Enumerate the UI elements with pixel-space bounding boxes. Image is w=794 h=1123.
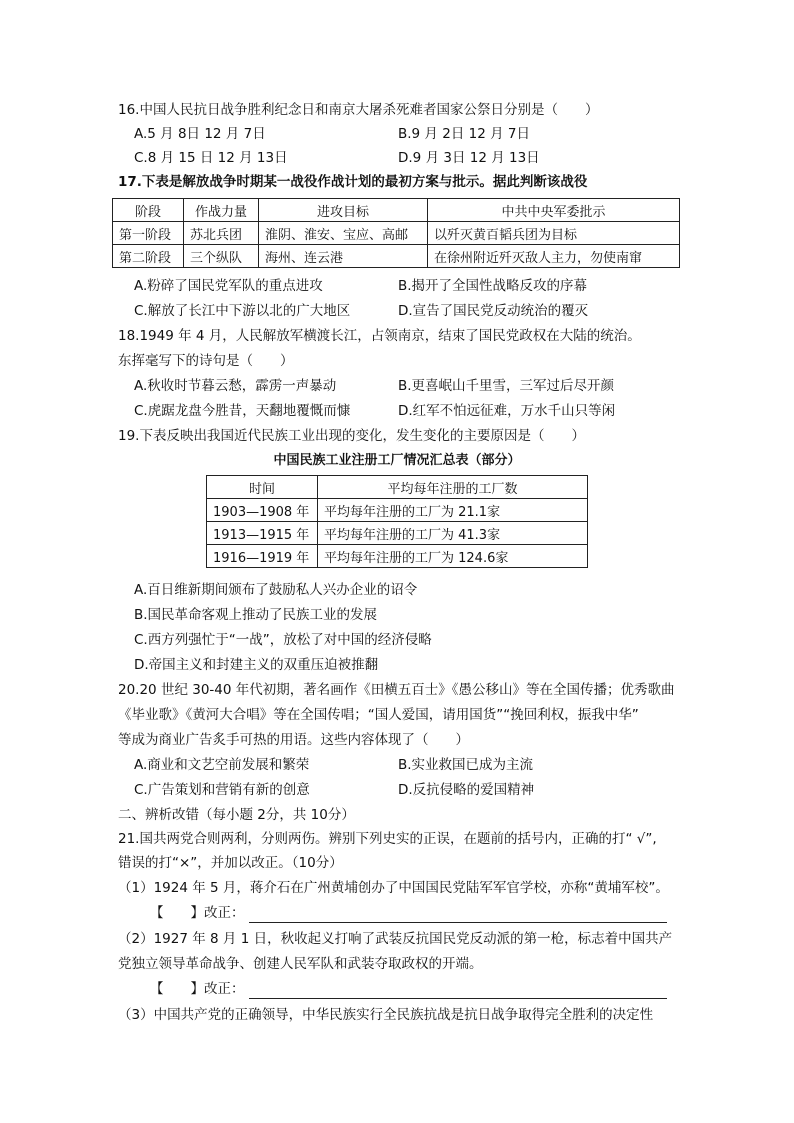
table-header-cell: 阶段 bbox=[113, 199, 184, 222]
q20-option-d: D.反抗侵略的爱国精神 bbox=[398, 782, 535, 798]
q19-option-b: B.国民革命客观上推动了民族工业的发展 bbox=[134, 607, 378, 623]
table-cell: 第二阶段 bbox=[113, 245, 184, 268]
q20-stem-line2: 《毕业歌》《黄河大合唱》等在全国传唱；“国人爱国，请用国货”“挽回利权，振我中华” bbox=[118, 707, 639, 723]
q19-option-c: C.西方列强忙于“一战”，放松了对中国的经济侵略 bbox=[134, 632, 432, 648]
answer-blank[interactable] bbox=[249, 908, 667, 923]
q21-item3: （3）中国共产党的正确领导，中华民族实行全民族抗战是抗日战争取得完全胜利的决定性 bbox=[118, 1007, 654, 1023]
table-cell: 苏北兵团 bbox=[184, 222, 259, 245]
q18-option-a: A.秋收时节暮云愁，霹雳一声暴动 bbox=[134, 378, 337, 394]
table-cell: 以歼灭黄百韬兵团为目标 bbox=[428, 222, 680, 245]
q19-table bbox=[206, 475, 588, 568]
table-cell: 1913—1915 年 bbox=[207, 522, 318, 545]
q21-stem-line1: 21.国共两党合则两利，分则两伤。辨别下列史实的正误，在题前的括号内，正确的打“ √”, bbox=[118, 831, 657, 847]
q21-fix-row-2 bbox=[150, 979, 667, 999]
q21-item2-line1: （2）1927 年 8 月 1 日，秋收起义打响了武装反抗国民党反动派的第一枪，标志着中国共产 bbox=[118, 931, 673, 947]
table-cell: 1916—1919 年 bbox=[207, 545, 318, 568]
table-row bbox=[113, 245, 680, 268]
table-header-cell: 进攻目标 bbox=[259, 199, 428, 222]
table-cell: 三个纵队 bbox=[184, 245, 259, 268]
q17-option-d: D.宣告了国民党反动统治的覆灭 bbox=[398, 303, 589, 319]
table-cell: 平均每年注册的工厂为 41.3家 bbox=[318, 522, 588, 545]
q16-option-d: D.9 月 3日 12 月 13日 bbox=[398, 150, 540, 166]
q20-stem-line1: 20.20 世纪 30-40 年代初期，著名画作《田横五百士》《愚公移山》等在全国传播；优秀歌曲 bbox=[118, 682, 675, 698]
q21-item1: （1）1924 年 5 月，蒋介石在广州黄埔创办了中国国民党陆军军官学校，亦称“黄埔军校”。 bbox=[118, 880, 669, 896]
table-cell: 淮阴、淮安、宝应、高邮 bbox=[259, 222, 428, 245]
q20-option-a: A.商业和文艺空前发展和繁荣 bbox=[134, 757, 310, 773]
table-header-row bbox=[113, 199, 680, 222]
table-cell: 海州、连云港 bbox=[259, 245, 428, 268]
table-header-cell: 时间 bbox=[207, 476, 318, 499]
table-cell: 第一阶段 bbox=[113, 222, 184, 245]
table-cell: 平均每年注册的工厂为 124.6家 bbox=[318, 545, 588, 568]
q19-option-d: D.帝国主义和封建主义的双重压迫被推翻 bbox=[134, 657, 379, 673]
q18-option-d: D.红军不怕远征难，万水千山只等闲 bbox=[398, 403, 616, 419]
q21-item2-line2: 党独立领导革命战争、创建人民军队和武装夺取政权的开端。 bbox=[118, 956, 483, 972]
q18-stem-line2: 东挥毫写下的诗句是（ ） bbox=[118, 353, 294, 369]
q17-option-c: C.解放了长江中下游以北的广大地区 bbox=[134, 303, 351, 319]
table-row bbox=[207, 545, 588, 568]
fix-label: 【 】改正： bbox=[150, 981, 245, 997]
table-cell: 平均每年注册的工厂为 21.1家 bbox=[318, 499, 588, 522]
table-header-row bbox=[207, 476, 588, 499]
q20-stem-line3: 等成为商业广告炙手可热的用语。这些内容体现了（ ） bbox=[118, 732, 469, 748]
table-row bbox=[113, 222, 680, 245]
fix-label: 【 】改正： bbox=[150, 905, 245, 921]
table-row bbox=[207, 522, 588, 545]
q19-table-caption: 中国民族工业注册工厂情况汇总表（部分） bbox=[273, 453, 521, 468]
section-heading: 二、辨析改错（每小题 2分，共 10分） bbox=[118, 807, 355, 823]
table-header-cell: 中共中央军委批示 bbox=[428, 199, 680, 222]
table-header-cell: 平均每年注册的工厂数 bbox=[318, 476, 588, 499]
q18-option-c: C.虎踞龙盘今胜昔，天翻地覆慨而慷 bbox=[134, 403, 351, 419]
table-row bbox=[207, 499, 588, 522]
q17-stem: 17.下表是解放战争时期某一战役作战计划的最初方案与批示。据此判断该战役 bbox=[118, 174, 588, 190]
q16-option-a: A.5 月 8日 12 月 7日 bbox=[134, 126, 266, 142]
q19-stem: 19.下表反映出我国近代民族工业出现的变化，发生变化的主要原因是（ ） bbox=[118, 428, 585, 444]
q18-option-b: B.更喜岷山千里雪，三军过后尽开颜 bbox=[398, 378, 615, 394]
table-header-cell: 作战力量 bbox=[184, 199, 259, 222]
q20-option-c: C.广告策划和营销有新的创意 bbox=[134, 782, 310, 798]
q21-stem-line2: 错误的打“×”，并加以改正。（10分） bbox=[118, 855, 343, 871]
q17-option-b: B.揭开了全国性战略反攻的序幕 bbox=[398, 278, 588, 294]
q18-stem-line1: 18.1949 年 4 月，人民解放军横渡长江，占领南京，结束了国民党政权在大陆的统治。 bbox=[118, 328, 641, 344]
answer-blank[interactable] bbox=[249, 984, 667, 999]
q17-option-a: A.粉碎了国民党军队的重点进攻 bbox=[134, 278, 323, 294]
q20-option-b: B.实业救国已成为主流 bbox=[398, 757, 534, 773]
q16-stem: 16.中国人民抗日战争胜利纪念日和南京大屠杀死难者国家公祭日分别是（ ） bbox=[118, 102, 599, 118]
table-cell: 1903—1908 年 bbox=[207, 499, 318, 522]
q16-option-c: C.8 月 15 日 12 月 13日 bbox=[134, 150, 288, 166]
q16-option-b: B.9 月 2日 12 月 7日 bbox=[398, 126, 530, 142]
q21-fix-row-1 bbox=[150, 903, 667, 923]
q19-option-a: A.百日维新期间颁布了鼓励私人兴办企业的诏令 bbox=[134, 582, 418, 598]
table-cell: 在徐州附近歼灭敌人主力，勿使南窜 bbox=[428, 245, 680, 268]
q17-table bbox=[112, 198, 680, 268]
